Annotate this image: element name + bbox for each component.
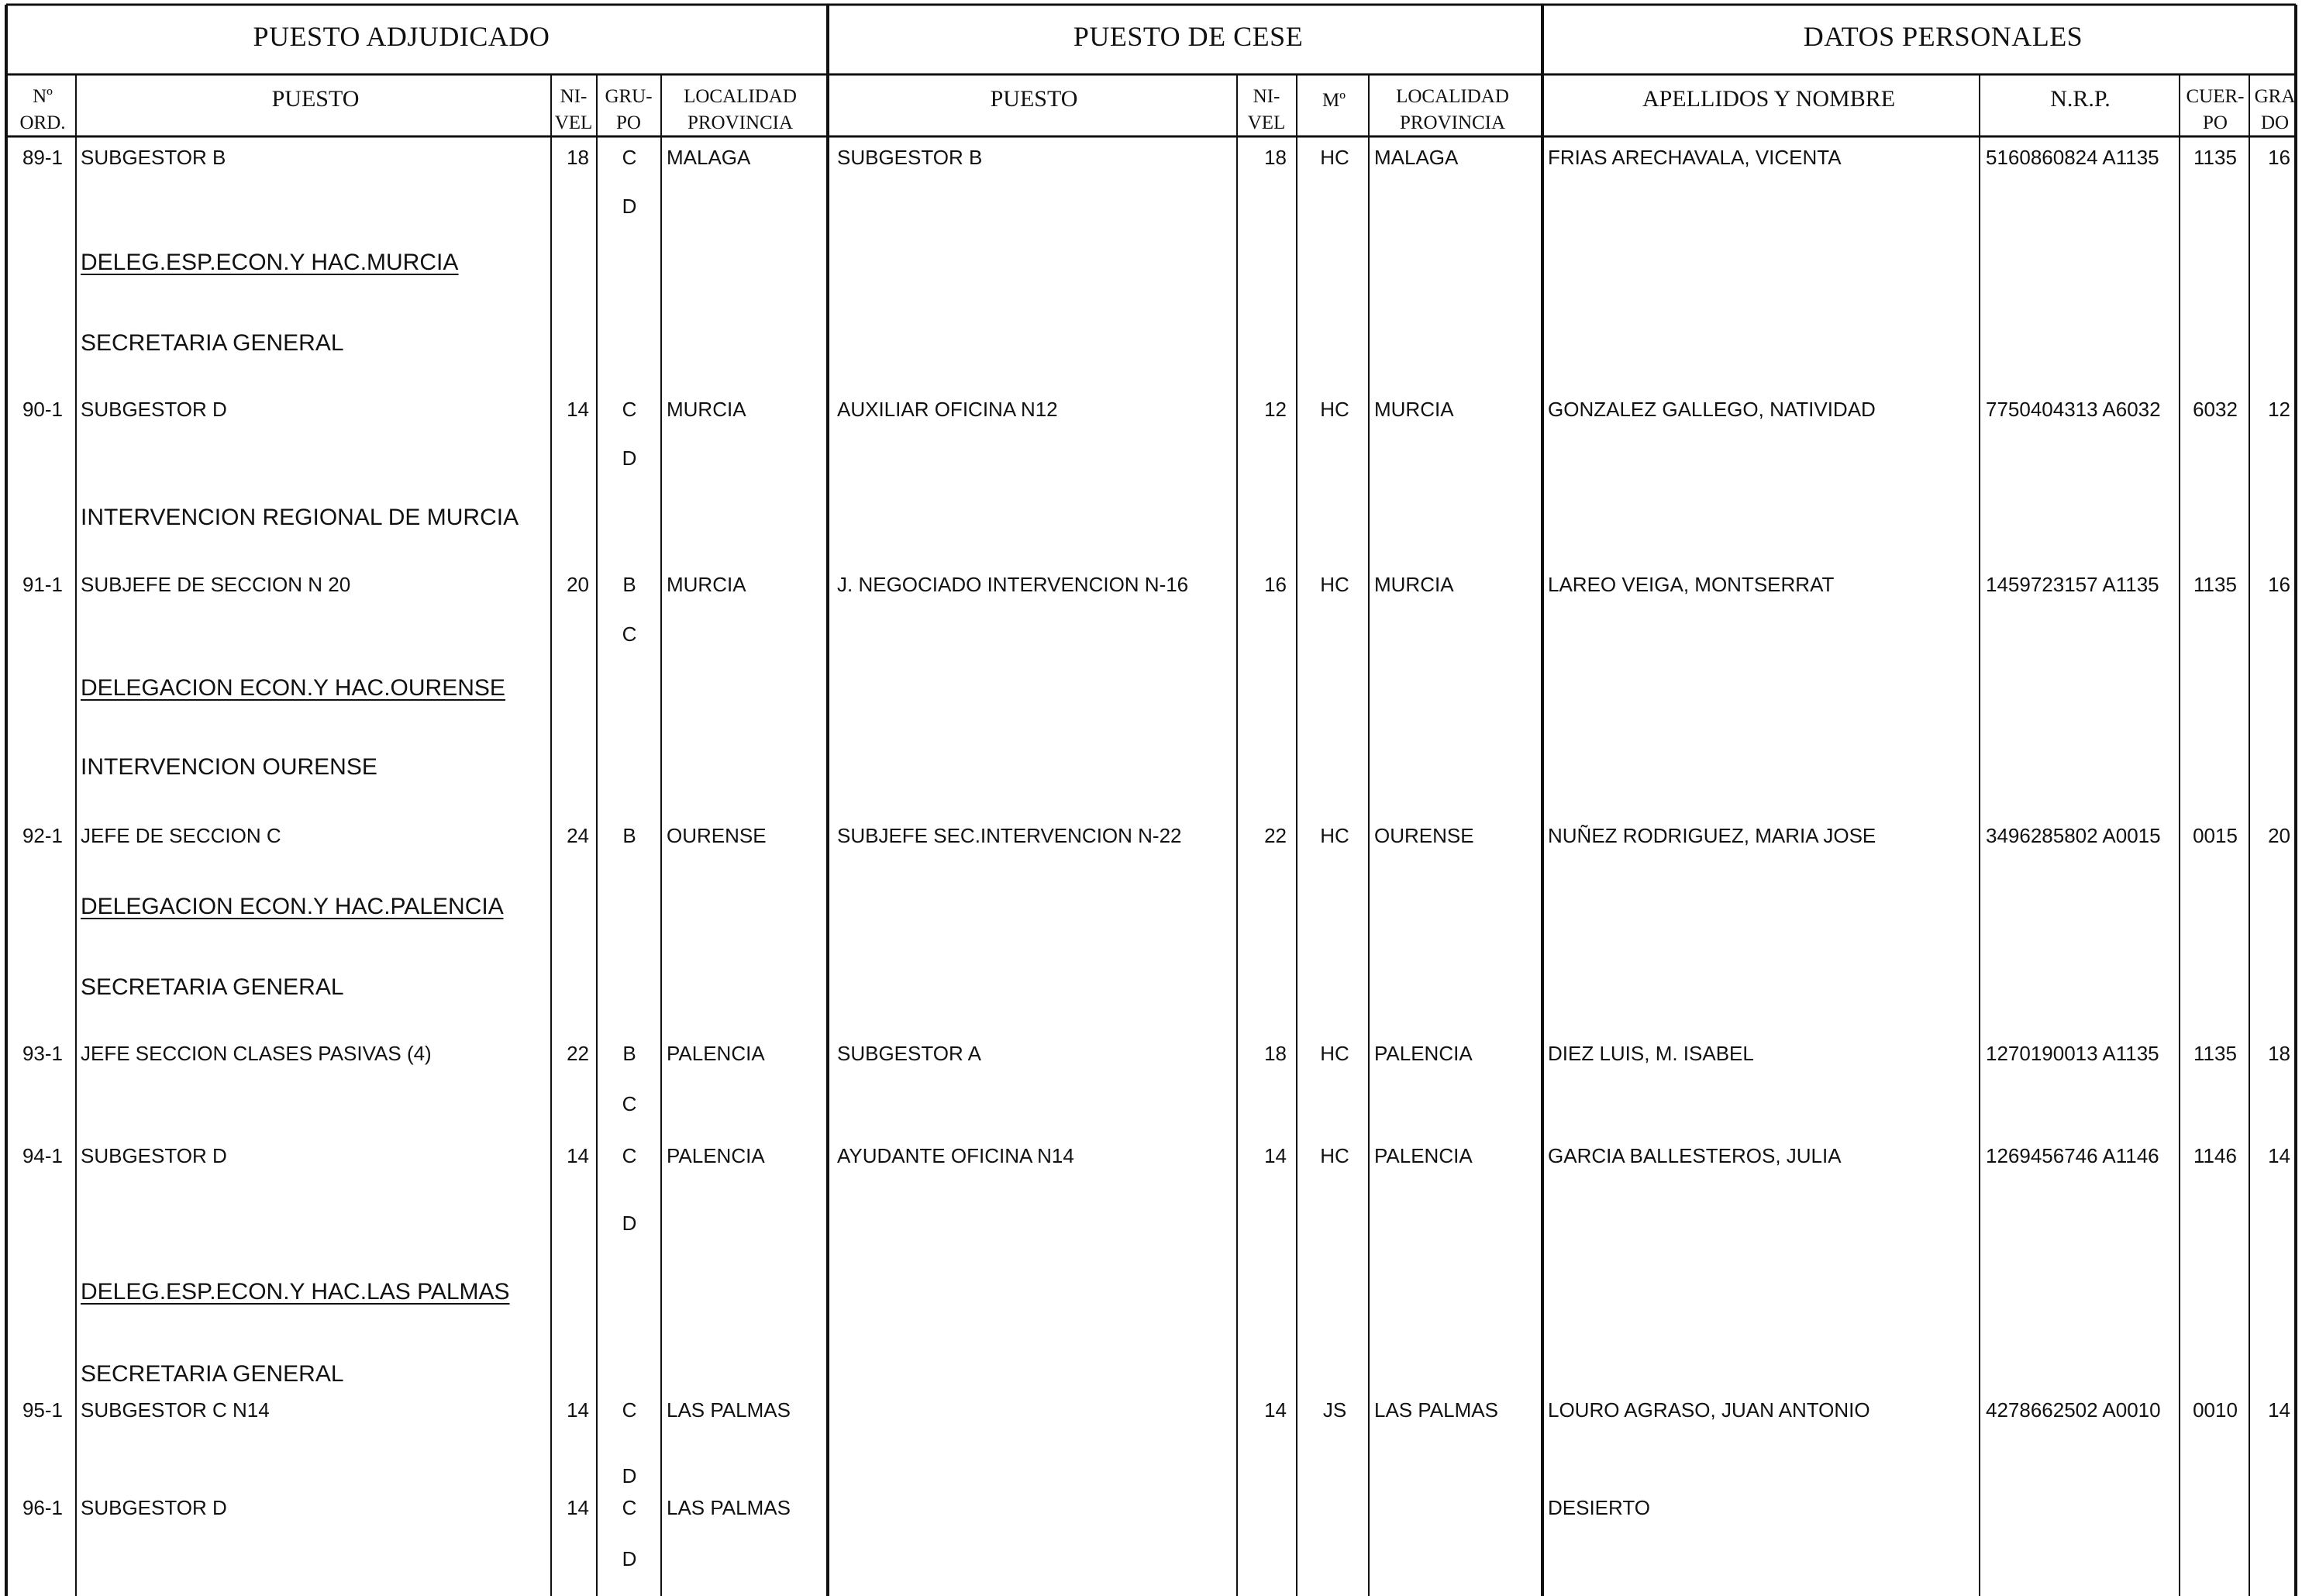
grupo-cell: B xyxy=(622,824,636,847)
order-number-cell: 95-1 xyxy=(22,1398,64,1422)
table-row xyxy=(22,573,2290,596)
grado-cell: 20 xyxy=(2268,824,2290,847)
col-header-nivel-1: NI- xyxy=(560,86,588,107)
grupo-cell: D xyxy=(622,446,637,470)
cese-ministerio-cell: HC xyxy=(1320,146,1349,169)
order-number-cell: 94-1 xyxy=(22,1144,64,1167)
cese-ministerio-cell: HC xyxy=(1320,1144,1349,1167)
cese-localidad-cell: MURCIA xyxy=(1374,573,1454,596)
col-header-cese-localidad-2: PROVINCIA xyxy=(1399,112,1506,133)
col-header-cese-m: Mº xyxy=(1322,90,1346,111)
section-label-row xyxy=(81,754,377,780)
puesto-cell: SUBJEFE DE SECCION N 20 xyxy=(81,573,351,596)
section-label-row xyxy=(81,1361,344,1387)
col-header-nivel-2: VEL xyxy=(554,112,593,133)
cuerpo-cell: 6032 xyxy=(2193,398,2238,421)
cese-ministerio-cell: HC xyxy=(1320,824,1349,847)
table-row xyxy=(22,398,2290,421)
table-row xyxy=(22,1144,2290,1167)
section-header-personales: DATOS PERSONALES xyxy=(1803,21,2083,52)
order-number-cell: 89-1 xyxy=(22,146,64,169)
puesto-cell: SUBGESTOR D xyxy=(81,1144,227,1167)
grupo-cell: B xyxy=(622,573,636,596)
grupo-cell: D xyxy=(622,1464,637,1487)
nrp-cell: 1269456746 A1146 xyxy=(1986,1144,2159,1167)
apellidos-nombre-cell: DESIERTO xyxy=(1548,1496,1650,1519)
cese-nivel-cell: 14 xyxy=(1264,1398,1287,1422)
grupo-cell: C xyxy=(622,398,637,421)
unit-label: DELEGACION ECON.Y HAC.OURENSE xyxy=(81,675,505,701)
apellidos-nombre-cell: DIEZ LUIS, M. ISABEL xyxy=(1548,1042,1754,1065)
section-label-row xyxy=(81,974,344,1000)
section-label-row xyxy=(81,505,519,530)
apellidos-nombre-cell: LAREO VEIGA, MONTSERRAT xyxy=(1548,573,1835,596)
table-row xyxy=(22,146,2290,169)
nivel-cell: 20 xyxy=(567,573,589,596)
section-label-row xyxy=(81,1279,510,1305)
nrp-cell: 4278662502 A0010 xyxy=(1986,1398,2161,1422)
cese-ministerio-cell: HC xyxy=(1320,1042,1349,1065)
grupo-cell: C xyxy=(622,1398,637,1422)
cese-puesto-cell: SUBJEFE SEC.INTERVENCION N-22 xyxy=(837,824,1182,847)
grado-cell: 16 xyxy=(2268,146,2290,169)
apellidos-nombre-cell: NUÑEZ RODRIGUEZ, MARIA JOSE xyxy=(1548,824,1876,847)
col-header-grado-2: DO xyxy=(2260,112,2290,133)
grupo-cell: C xyxy=(622,146,637,169)
cese-nivel-cell: 14 xyxy=(1264,1144,1287,1167)
nivel-cell: 14 xyxy=(567,1144,589,1167)
puesto-cell: JEFE DE SECCION C xyxy=(81,824,281,847)
cese-nivel-cell: 22 xyxy=(1264,824,1287,847)
puesto-cell: SUBGESTOR B xyxy=(81,146,226,169)
order-number-cell: 93-1 xyxy=(22,1042,64,1065)
col-header-puesto: PUESTO xyxy=(271,86,360,112)
cese-localidad-cell: LAS PALMAS xyxy=(1374,1398,1498,1422)
col-header-nrp: N.R.P. xyxy=(2050,86,2111,112)
section-header-adjudicado: PUESTO ADJUDICADO xyxy=(253,21,550,52)
cese-ministerio-cell: HC xyxy=(1320,573,1349,596)
nivel-cell: 14 xyxy=(567,1398,589,1422)
grado-cell: 16 xyxy=(2268,573,2290,596)
localidad-cell: MURCIA xyxy=(667,573,746,596)
cese-nivel-cell: 18 xyxy=(1264,1042,1287,1065)
nivel-cell: 14 xyxy=(567,1496,589,1519)
grado-cell: 18 xyxy=(2268,1042,2290,1065)
cese-localidad-cell: PALENCIA xyxy=(1374,1144,1473,1167)
grupo-cell: C xyxy=(622,1496,637,1519)
cuerpo-cell: 1135 xyxy=(2193,146,2237,169)
nrp-cell: 1459723157 A1135 xyxy=(1986,573,2159,596)
order-number-cell: 92-1 xyxy=(22,824,64,847)
nrp-cell: 3496285802 A0015 xyxy=(1986,824,2161,847)
order-number-cell: 96-1 xyxy=(22,1496,64,1519)
nrp-cell: 7750404313 A6032 xyxy=(1986,398,2161,421)
section-label-row xyxy=(81,250,458,275)
apellidos-nombre-cell: GONZALEZ GALLEGO, NATIVIDAD xyxy=(1548,398,1876,421)
unit-label: INTERVENCION OURENSE xyxy=(81,754,377,780)
cese-localidad-cell: PALENCIA xyxy=(1374,1042,1473,1065)
unit-label: DELEG.ESP.ECON.Y HAC.LAS PALMAS xyxy=(81,1279,510,1305)
cese-nivel-cell: 18 xyxy=(1264,146,1287,169)
cuerpo-cell: 0010 xyxy=(2193,1398,2238,1422)
puesto-cell: SUBGESTOR C N14 xyxy=(81,1398,270,1422)
table-row xyxy=(622,195,637,218)
apellidos-nombre-cell: FRIAS ARECHAVALA, VICENTA xyxy=(1548,146,1842,169)
col-header-cese-puesto: PUESTO xyxy=(990,86,1078,112)
cese-puesto-cell: SUBGESTOR A xyxy=(837,1042,981,1065)
cuerpo-cell: 0015 xyxy=(2193,824,2238,847)
cese-nivel-cell: 12 xyxy=(1264,398,1287,421)
grupo-cell: D xyxy=(622,1547,637,1570)
section-label-row xyxy=(81,894,504,919)
nrp-cell: 5160860824 A1135 xyxy=(1986,146,2159,169)
table-row xyxy=(22,1496,1650,1519)
unit-label: SECRETARIA GENERAL xyxy=(81,1361,344,1387)
order-number-cell: 91-1 xyxy=(22,573,64,596)
col-header-grupo-1: GRU- xyxy=(605,86,653,107)
table-row xyxy=(622,1547,637,1570)
localidad-cell: OURENSE xyxy=(667,824,767,847)
cese-puesto-cell: J. NEGOCIADO INTERVENCION N-16 xyxy=(837,573,1189,596)
nivel-cell: 24 xyxy=(567,824,589,847)
table-body xyxy=(22,146,2290,1570)
nivel-cell: 14 xyxy=(567,398,589,421)
section-header-cese: PUESTO DE CESE xyxy=(1073,21,1304,52)
table-grid xyxy=(6,5,2296,1596)
section-label-row xyxy=(81,675,505,701)
col-header-localidad-2: PROVINCIA xyxy=(687,112,794,133)
column-headers xyxy=(19,86,2295,133)
localidad-cell: PALENCIA xyxy=(667,1042,765,1065)
col-header-localidad-1: LOCALIDAD xyxy=(684,86,797,107)
cuerpo-cell: 1135 xyxy=(2193,573,2237,596)
col-header-grupo-2: PO xyxy=(616,112,641,133)
cese-nivel-cell: 16 xyxy=(1264,573,1287,596)
table-row xyxy=(622,1212,637,1235)
cese-ministerio-cell: HC xyxy=(1320,398,1349,421)
unit-label: DELEGACION ECON.Y HAC.PALENCIA xyxy=(81,894,504,919)
col-header-apellidos: APELLIDOS Y NOMBRE xyxy=(1642,86,1896,112)
cese-puesto-cell: AYUDANTE OFICINA N14 xyxy=(837,1144,1074,1167)
table-row xyxy=(22,824,2290,847)
unit-label: DELEG.ESP.ECON.Y HAC.MURCIA xyxy=(81,250,459,275)
col-header-grado-1: GRA xyxy=(2254,86,2296,107)
nrp-cell: 1270190013 A1135 xyxy=(1986,1042,2159,1065)
order-number-cell: 90-1 xyxy=(22,398,64,421)
col-header-cese-nivel-1: NI- xyxy=(1253,86,1280,107)
section-headers xyxy=(253,21,2083,52)
grupo-cell: D xyxy=(622,195,637,218)
localidad-cell: PALENCIA xyxy=(667,1144,765,1167)
grado-cell: 12 xyxy=(2268,398,2290,421)
localidad-cell: LAS PALMAS xyxy=(667,1496,791,1519)
puesto-cell: SUBGESTOR D xyxy=(81,1496,227,1519)
grupo-cell: C xyxy=(622,1144,637,1167)
localidad-cell: MALAGA xyxy=(667,146,751,169)
table-row xyxy=(622,622,637,646)
nivel-cell: 22 xyxy=(567,1042,589,1065)
grupo-cell: B xyxy=(622,1042,636,1065)
table-row xyxy=(622,1464,637,1487)
col-header-cuerpo-2: PO xyxy=(2203,112,2228,133)
grado-cell: 14 xyxy=(2268,1398,2290,1422)
grado-cell: 14 xyxy=(2268,1144,2290,1167)
col-header-ord-2: ORD. xyxy=(19,112,66,133)
cuerpo-cell: 1146 xyxy=(2193,1144,2237,1167)
apellidos-nombre-cell: LOURO AGRASO, JUAN ANTONIO xyxy=(1548,1398,1870,1422)
puesto-cell: JEFE SECCION CLASES PASIVAS (4) xyxy=(81,1042,432,1065)
table-row xyxy=(622,1092,637,1115)
nivel-cell: 18 xyxy=(567,146,589,169)
cese-puesto-cell: AUXILIAR OFICINA N12 xyxy=(837,398,1058,421)
grupo-cell: C xyxy=(622,1092,637,1115)
localidad-cell: MURCIA xyxy=(667,398,746,421)
unit-label: INTERVENCION REGIONAL DE MURCIA xyxy=(81,505,519,530)
cese-localidad-cell: OURENSE xyxy=(1374,824,1474,847)
localidad-cell: LAS PALMAS xyxy=(667,1398,791,1422)
col-header-ord-1: Nº xyxy=(33,86,53,107)
grupo-cell: D xyxy=(622,1212,637,1235)
table-row xyxy=(22,1042,2290,1065)
cese-localidad-cell: MALAGA xyxy=(1374,146,1459,169)
col-header-cuerpo-1: CUER- xyxy=(2186,86,2245,107)
section-label-row xyxy=(81,330,344,356)
cese-ministerio-cell: JS xyxy=(1322,1398,1347,1422)
unit-label: SECRETARIA GENERAL xyxy=(81,330,344,356)
table-row xyxy=(622,446,637,470)
col-header-cese-localidad-1: LOCALIDAD xyxy=(1396,86,1509,107)
puesto-cell: SUBGESTOR D xyxy=(81,398,227,421)
cese-localidad-cell: MURCIA xyxy=(1374,398,1454,421)
grupo-cell: C xyxy=(622,622,637,646)
unit-label: SECRETARIA GENERAL xyxy=(81,974,344,1000)
apellidos-nombre-cell: GARCIA BALLESTEROS, JULIA xyxy=(1548,1144,1842,1167)
table-row xyxy=(22,1398,2290,1422)
col-header-cese-nivel-2: VEL xyxy=(1247,112,1286,133)
cuerpo-cell: 1135 xyxy=(2193,1042,2237,1065)
cese-puesto-cell: SUBGESTOR B xyxy=(837,146,983,169)
